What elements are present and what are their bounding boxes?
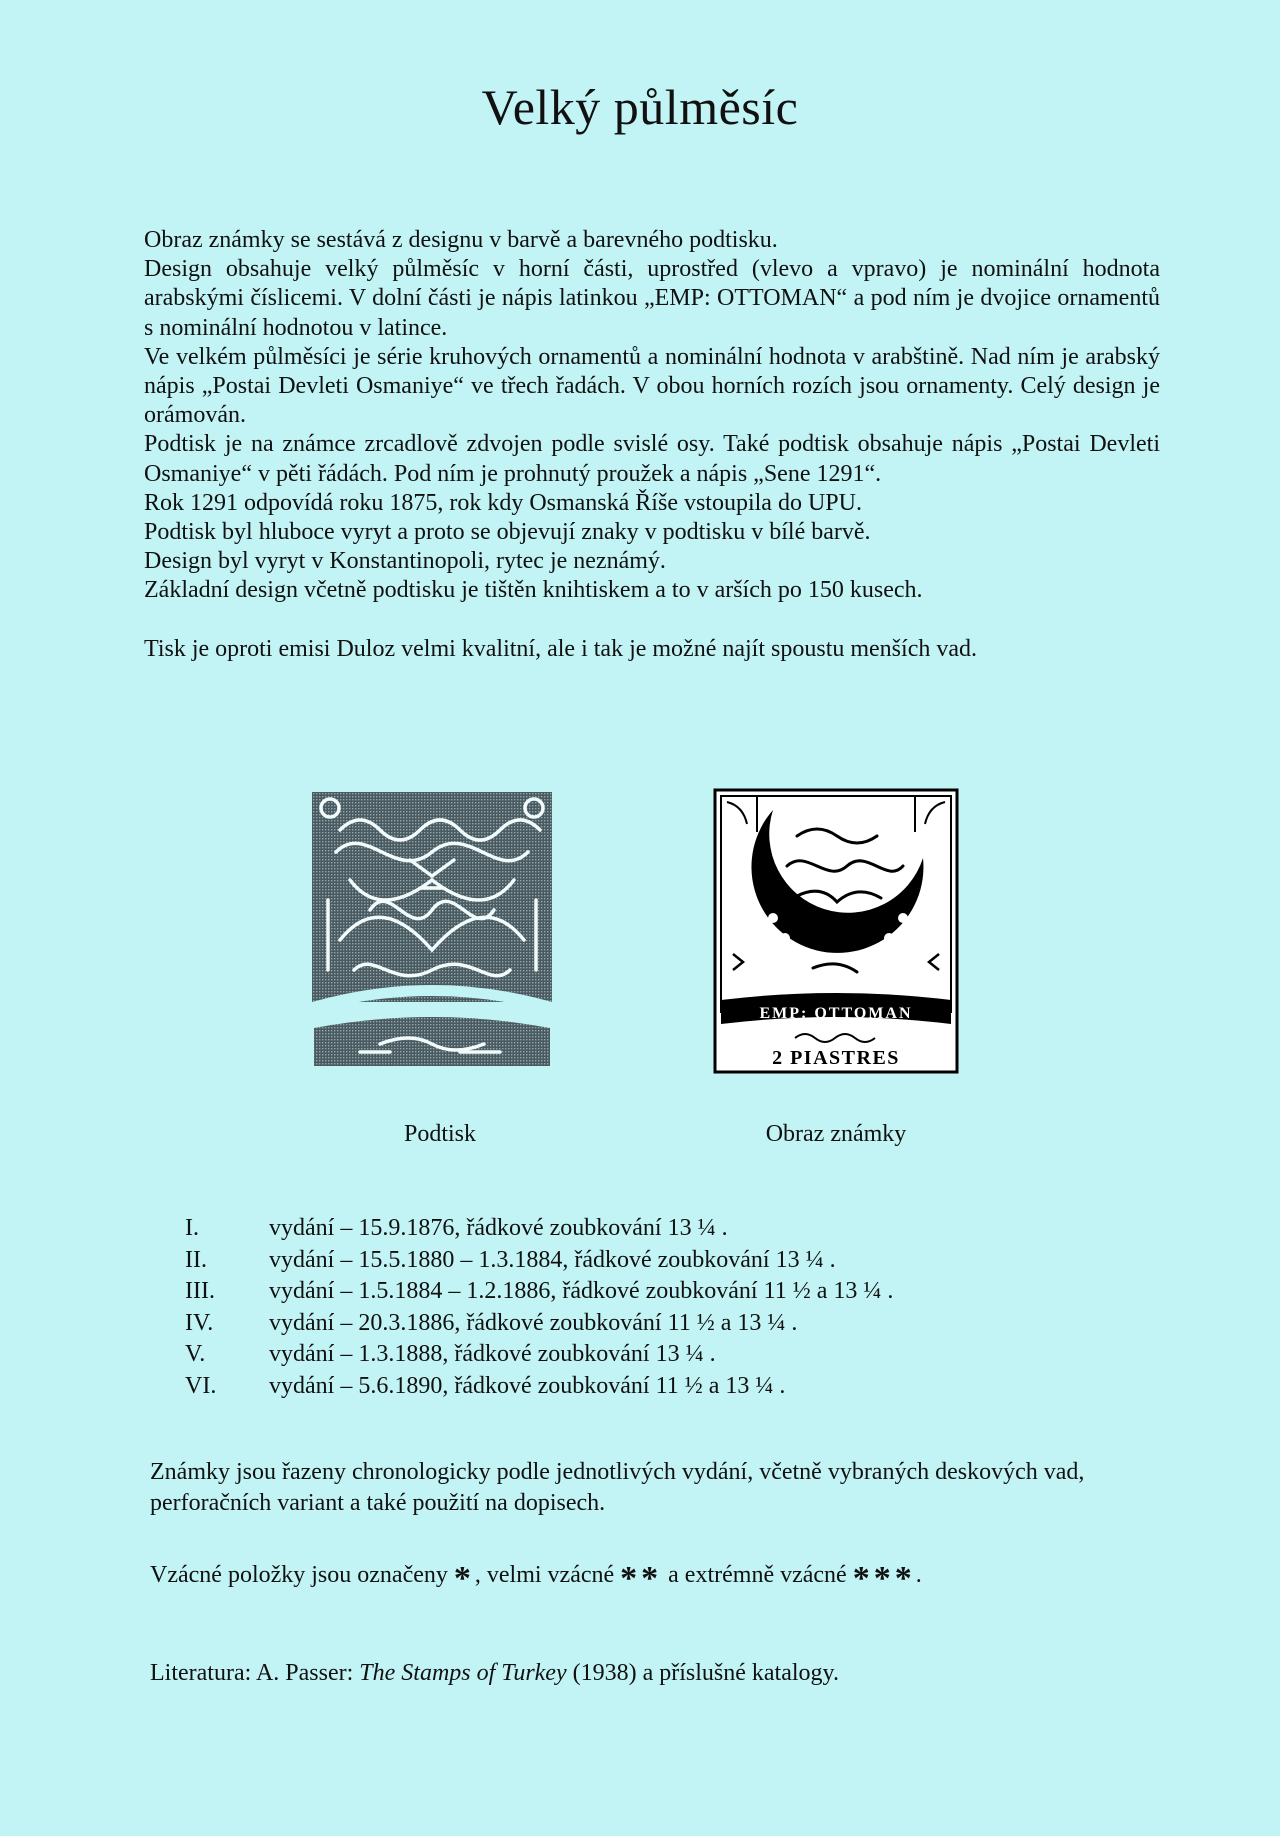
rarity-mid1: , velmi vzácné [474,1562,615,1588]
intro-paragraph: Ve velkém půlměsíci je série kruhových ornamentů a nominální hodnota v arabštině. Nad ním je arabský nápis „Postai Devleti Osmaniye“ ve třech řadách. V obou horních rozích jsou ornamenty. Celý design je orámován. [144,343,1160,429]
literature-suffix: (1938) a příslušné katalogy. [572,1660,839,1686]
order-note: Známky jsou řazeny chronologicky podle jednotlivých vydání, včetně vybraných deskových vad, perforačních variant a také použití na dopisech. [150,1459,1085,1516]
issue-row [185,1276,893,1308]
intro-paragraph: Základní design včetně podtisku je tištěn knihtiskem a to v arších po 150 kusech. [144,577,923,604]
stamp-emp-ottoman-label: EMP: OTTOMAN [759,1005,913,1022]
rarity-suffix: . [915,1562,922,1588]
intro-paragraph: Obraz známky se sestává z designu v barvě a barevného podtisku. [144,227,778,253]
very-rare-star-marker: ** [620,1560,663,1597]
issue-row [185,1308,893,1340]
literature-prefix: Literatura: A. Passer: [150,1660,354,1686]
stamp-value-label: 2 PIASTRES [772,1047,900,1069]
underprint-illustration [310,790,554,1080]
rarity-mid2: a extrémně vzácné [668,1562,847,1588]
issue-description: vydání – 5.6.1890, řádkové zoubkování 11 ½ a 13 ¼ . [269,1372,786,1399]
stamp-design-caption: Obraz známky [765,1121,907,1147]
stamp-design-illustration [713,788,959,1074]
issue-description: vydání – 1.3.1888, řádkové zoubkování 13 ¼ . [269,1341,716,1367]
issue-row [185,1339,893,1371]
issue-number: VI. [185,1372,217,1399]
issue-description: vydání – 15.5.1880 – 1.3.1884, řádkové zoubkování 13 ¼ . [269,1246,836,1273]
extremely-rare-star-marker: *** [852,1560,916,1597]
issue-number: III. [185,1278,215,1304]
issue-number: IV. [185,1309,214,1336]
issue-number: II. [185,1246,207,1273]
intro-quality-note: Tisk je oproti emisi Duloz velmi kvalitní, ale i tak je možné najít spoustu menších vad. [144,635,977,662]
page-title: Velký půlměsíc [481,79,799,135]
intro-paragraph: Rok 1291 odpovídá roku 1875, rok kdy Osmanská Říše vstoupila do UPU. [144,489,862,516]
intro-paragraph: Design obsahuje velký půlměsíc v horní části, uprostřed (vlevo a vpravo) je nominální hodnota arabskými číslicemi. V dolní části je nápis latinkou „EMP: OTTOMAN“ a pod ním je dvojice ornamentů s nominální hodnotou v latince. [144,256,1160,341]
issue-description: vydání – 15.9.1876, řádkové zoubkování 13 ¼ . [269,1215,728,1241]
issue-list [185,1213,893,1402]
rare-star-marker: * [453,1560,475,1597]
underprint-caption: Podtisk [403,1121,477,1147]
intro-paragraph: Podtisk byl hluboce vyryt a proto se objevují znaky v podtisku v bílé barvě. [144,519,871,546]
intro-paragraph: Design byl vyryt v Konstantinopoli, rytec je neznámý. [144,548,666,575]
issue-description: vydání – 20.3.1886, řádkové zoubkování 11 ½ a 13 ¼ . [269,1309,798,1336]
rarity-note [150,1560,1150,1596]
rarity-prefix: Vzácné položky jsou označeny [150,1562,448,1588]
issue-description: vydání – 1.5.1884 – 1.2.1886, řádkové zoubkování 11 ½ a 13 ¼ . [269,1278,894,1304]
issue-row [185,1245,893,1277]
literature-book-title: The Stamps of Turkey [359,1660,567,1686]
issue-number: V. [185,1341,206,1367]
intro-text [144,226,1160,664]
issue-row [185,1213,893,1245]
issue-row [185,1371,893,1403]
issue-number: I. [185,1215,199,1241]
intro-paragraph: Podtisk je na známce zrcadlově zdvojen podle svislé osy. Také podtisk obsahuje nápis „Postai Devleti Osmaniye“ v pěti řádách. Pod ním je prohnutý proužek a nápis „Sene 1291“. [144,431,1160,487]
literature-reference [150,1658,1150,1689]
